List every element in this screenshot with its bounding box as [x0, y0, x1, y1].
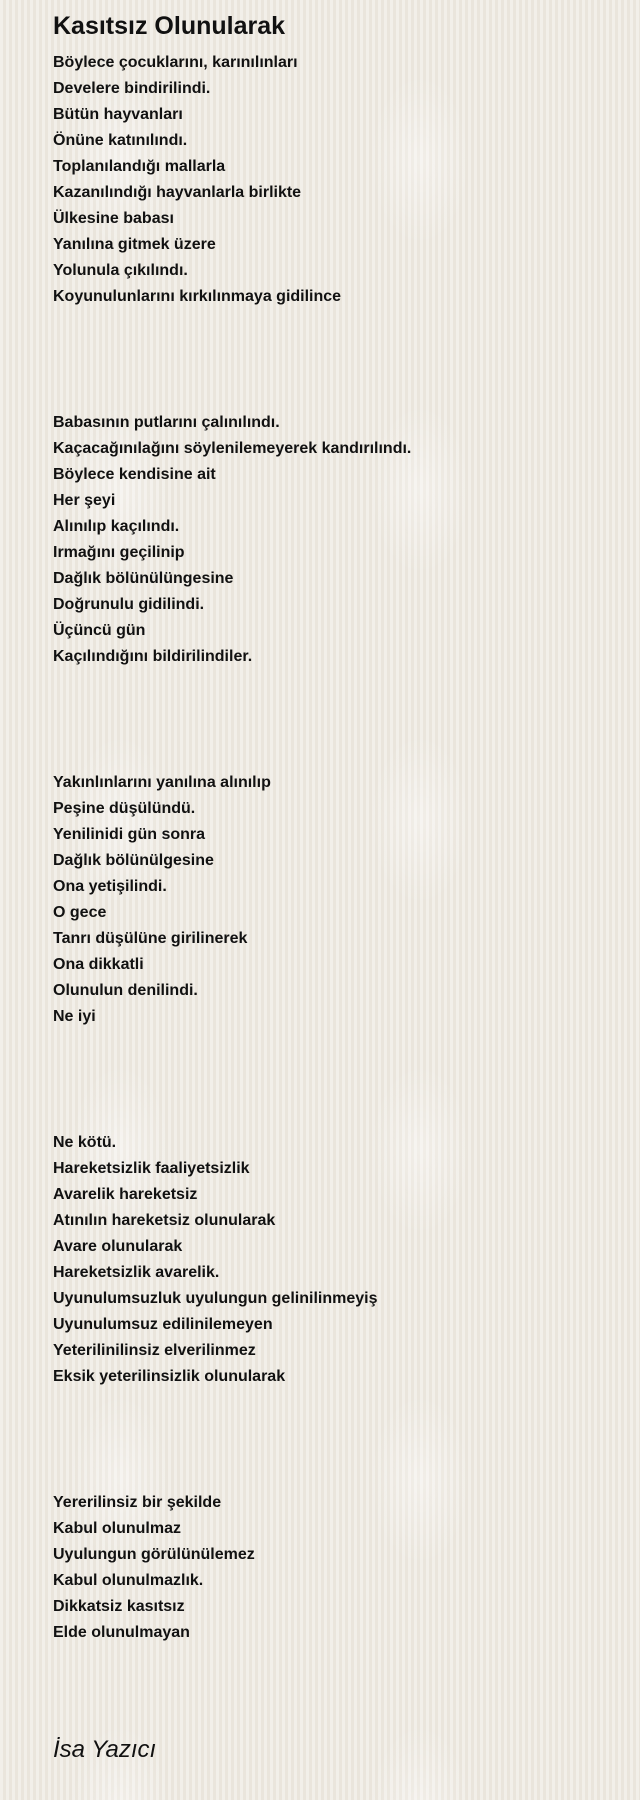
poem-line: Yolunula çıkılındı. — [53, 262, 188, 279]
poem-line: Uyunulumsuzluk uyulungun gelinilinmeyiş — [53, 1290, 378, 1307]
poem-line: Ona dikkatli — [53, 956, 144, 973]
poem-line: Uyulungun görülünülemez — [53, 1546, 255, 1563]
poem-line: Kaçılındığını bildirilindiler. — [53, 648, 253, 665]
poem-line: Böylece çocuklarını, karınılınları — [53, 54, 298, 71]
poem-line: Dağlık bölünülüngesine — [53, 570, 234, 587]
stanza-5 — [53, 1490, 613, 1646]
poem-line: Avare olunularak — [53, 1238, 183, 1255]
poem-line: Hareketsizlik avarelik. — [53, 1264, 220, 1281]
poem-line: Hareketsizlik faaliyetsizlik — [53, 1160, 250, 1177]
poem-line: Olunulun denilindi. — [53, 982, 198, 999]
poem-line: Önüne katınılındı. — [53, 132, 188, 149]
poem-line: O gece — [53, 904, 107, 921]
poem-line: Ona yetişilindi. — [53, 878, 167, 895]
poem-line: Ne kötü. — [53, 1134, 117, 1151]
poem-line: Böylece kendisine ait — [53, 466, 216, 483]
poem-line: Babasının putlarını çalınılındı. — [53, 414, 280, 431]
poem-line: Dikkatsiz kasıtsız — [53, 1598, 185, 1615]
poem-line: Elde olunulmayan — [53, 1624, 190, 1641]
poem-line: Avarelik hareketsiz — [53, 1186, 198, 1203]
poem-line: Uyunulumsuz edilinilemeyen — [53, 1316, 273, 1333]
poem-line: Bütün hayvanları — [53, 106, 183, 123]
poem-line: Atınılın hareketsiz olunularak — [53, 1212, 276, 1229]
poem-line: Üçüncü gün — [53, 622, 146, 639]
poem-line: Kabul olunulmazlık. — [53, 1572, 204, 1589]
stanza-3 — [53, 770, 613, 1030]
poem-line: Ülkesine babası — [53, 210, 174, 227]
stanza-2 — [53, 410, 613, 670]
poem-line: Toplanılandığı mallarla — [53, 158, 226, 175]
poem-line: Peşine düşülündü. — [53, 800, 196, 817]
poem-line: Eksik yeterilinsizlik olunularak — [53, 1368, 286, 1385]
poem-line: Kazanılındığı hayvanlarla birlikte — [53, 184, 302, 201]
stanza-4 — [53, 1130, 613, 1390]
poem-line: Her şeyi — [53, 492, 116, 509]
poem-line: Kabul olunulmaz — [53, 1520, 181, 1537]
stanza-1 — [53, 50, 613, 310]
poem-author: İsa Yazıcı — [53, 1736, 157, 1763]
poem-line: Doğrunulu gidilindi. — [53, 596, 205, 613]
poem-line: Yakınlınlarını yanılına alınılıp — [53, 774, 271, 791]
poem-line: Kaçacağınılağını söylenilemeyerek kandırılındı. — [53, 440, 412, 457]
poem-line: Yererilinsiz bir şekilde — [53, 1494, 222, 1511]
poem-line: Yanılına gitmek üzere — [53, 236, 216, 253]
poem-line: Koyunulunlarını kırkılınmaya gidilince — [53, 288, 342, 305]
poem-line: Yeterilinilinsiz elverilinmez — [53, 1342, 256, 1359]
poem-line: Dağlık bölünülgesine — [53, 852, 214, 869]
poem-line: Irmağını geçilinip — [53, 544, 185, 561]
poem-line: Yenilinidi gün sonra — [53, 826, 206, 843]
poem-line: Tanrı düşülüne girilinerek — [53, 930, 248, 947]
poem-line: Develere bindirilindi. — [53, 80, 211, 97]
poem-container — [53, 10, 613, 1646]
poem-title: Kasıtsız Olunularak — [53, 12, 286, 40]
poem-line: Alınılıp kaçılındı. — [53, 518, 180, 535]
poem-line: Ne iyi — [53, 1008, 96, 1025]
